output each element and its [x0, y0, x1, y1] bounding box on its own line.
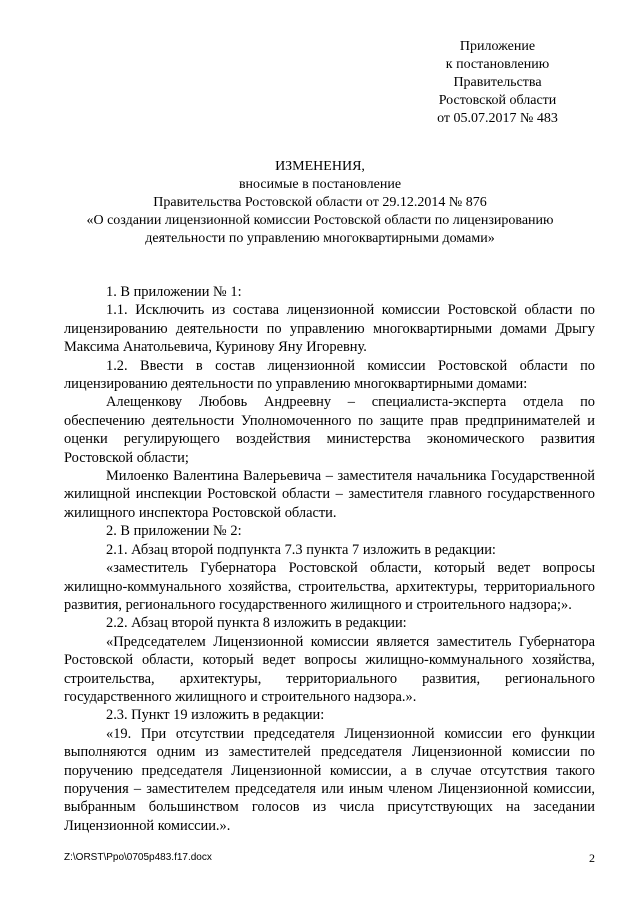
- paragraph: Милоенко Валентина Валерьевича – заместителя начальника Государственной жилищной инспекции Ростовской области – заместителя главного государственного жилищного инспектора Ростовской области.: [64, 468, 595, 521]
- paragraph: 1.1. Исключить из состава лицензионной комиссии Ростовской области по лицензированию деятельности по управлению многоквартирными домами Дрыгу Максима Анатольевича, Куринову Яну Игоревну.: [64, 302, 595, 356]
- page-footer: [64, 852, 595, 864]
- approval-line: от 05.07.2017 № 483: [437, 111, 558, 126]
- paragraph: 2.3. Пункт 19 изложить в редакции:: [106, 707, 325, 724]
- file-path: Z:\ORST\Ppo\0705p483.f17.docx: [64, 852, 212, 863]
- approval-line: к постановлению: [445, 57, 550, 72]
- heading-line: деятельности по управлению многоквартирными домами»: [145, 231, 495, 246]
- heading-line: Правительства Ростовской области от 29.12.2014 № 876: [153, 195, 487, 210]
- paragraph: 2.2. Абзац второй пункта 8 изложить в редакции:: [106, 615, 407, 632]
- heading-line: вносимые в постановление: [238, 177, 402, 192]
- heading-line: «О создании лицензионной комиссии Ростовской области по лицензированию: [86, 213, 554, 228]
- page-number: 2: [589, 851, 595, 865]
- paragraph: 1. В приложении № 1:: [106, 284, 242, 300]
- document-heading: [60, 158, 580, 248]
- paragraph: Алещенкову Любовь Андреевну – специалиста-эксперта отдела по обеспечению деятельности Уполномоченного по защите прав предпринимателей и оценки регулирующего воздействия министерства экономического развития Ростовской области;: [64, 394, 595, 466]
- paragraph: 2.1. Абзац второй подпункта 7.3 пункта 7 изложить в редакции:: [106, 541, 496, 558]
- approval-block: [430, 38, 565, 128]
- approval-line: Приложение: [459, 39, 536, 54]
- document-title: ИЗМЕНЕНИЯ,: [275, 159, 365, 174]
- approval-line: Ростовской области: [438, 93, 557, 108]
- paragraph: «19. При отсутствии председателя Лицензионной комиссии его функции выполняются одним из заместителей председателя Лицензионной комиссии по поручению председателя Лицензионной комиссии, а в случае отсутствия такого поручения – заместителем председателя или иным членом Лицензионной комиссии, выбранным большинством голосов из числа присутствующих на заседании Лицензионной комиссии.».: [64, 725, 595, 834]
- paragraph: «Председателем Лицензионной комиссии является заместитель Губернатора Ростовской области, который ведет вопросы жилищно-коммунального хозяйства, строительства, архитектуры, территориального развития, регионального государственного жилищного и строительного надзора.».: [64, 633, 595, 705]
- approval-line: Правительства: [453, 75, 542, 90]
- paragraph: «заместитель Губернатора Ростовской области, который ведет вопросы жилищно-коммунального хозяйства, строительства, архитектуры, территориального развития, регионального государственного жилищного и строительного надзора;».: [64, 560, 595, 613]
- document-body: [64, 283, 595, 835]
- paragraph: 2. В приложении № 2:: [106, 523, 242, 540]
- paragraph: 1.2. Ввести в состав лицензионной комиссии Ростовской области по лицензированию деятельности по управлению многоквартирными домами:: [64, 357, 595, 393]
